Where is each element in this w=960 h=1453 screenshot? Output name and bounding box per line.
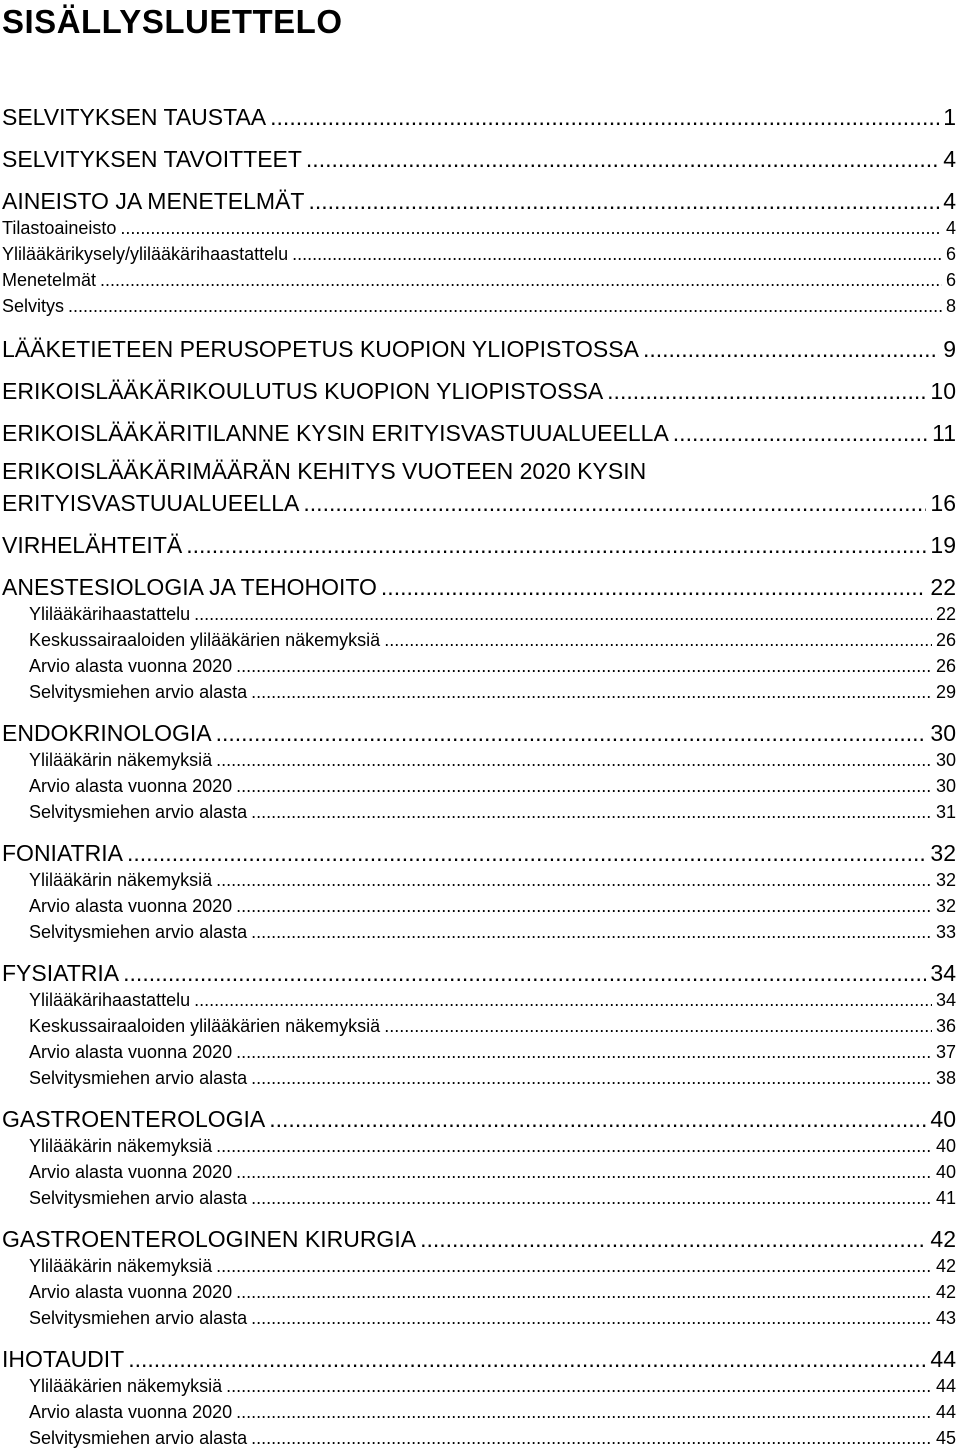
- toc-entry[interactable]: [29, 604, 956, 628]
- toc-entry[interactable]: [29, 1376, 956, 1400]
- dot-leader: [216, 1136, 932, 1157]
- toc-page-number: 32: [930, 840, 956, 866]
- toc-entry-label: Ylilääkärihaastattelu: [29, 990, 191, 1010]
- toc-entry-label: SELVITYKSEN TAVOITTEET: [2, 146, 302, 172]
- toc-entry[interactable]: [29, 656, 956, 680]
- dot-leader: [120, 218, 942, 239]
- toc-page-number: 30: [935, 776, 956, 796]
- toc-page-number: 38: [935, 1068, 956, 1088]
- toc-page-number: 10: [930, 378, 956, 404]
- dot-leader: [236, 1042, 932, 1063]
- dot-leader: [194, 990, 932, 1011]
- toc-page-number: 42: [935, 1256, 956, 1276]
- toc-entry-label: Ylilääkärihaastattelu: [29, 604, 191, 624]
- toc-entry[interactable]: [2, 1106, 956, 1136]
- toc-page-number: 4: [943, 188, 956, 214]
- toc-entry-label-line1[interactable]: ERIKOISLÄÄKÄRIMÄÄRÄN KEHITYS VUOTEEN 2020 KYSIN: [2, 458, 647, 484]
- toc-entry[interactable]: [2, 840, 956, 870]
- toc-entry[interactable]: [29, 776, 956, 800]
- toc-page-number: 32: [935, 870, 956, 890]
- dot-leader: [236, 1162, 932, 1183]
- toc-page-number: 36: [935, 1016, 956, 1036]
- toc-entry[interactable]: [2, 1346, 956, 1376]
- toc-entry-label: Ylilääkärikysely/ylilääkärihaastattelu: [2, 244, 289, 264]
- toc-entry-label: FONIATRIA: [2, 840, 123, 866]
- toc-entry[interactable]: [29, 1402, 956, 1426]
- dot-leader: [236, 1402, 932, 1423]
- toc-entry-label: Selvitysmiehen arvio alasta: [29, 1308, 248, 1328]
- toc-page-number: 43: [935, 1308, 956, 1328]
- toc-page-number: 26: [935, 656, 956, 676]
- dot-leader: [194, 604, 932, 625]
- toc-entry[interactable]: [2, 296, 956, 320]
- dot-leader: [226, 1376, 932, 1397]
- toc-entry-label: Selvitysmiehen arvio alasta: [29, 922, 248, 942]
- toc-entry-label: Menetelmät: [2, 270, 97, 290]
- toc-entry[interactable]: [2, 574, 956, 604]
- toc-entry-label: Ylilääkärin näkemyksiä: [29, 1256, 213, 1276]
- toc-page-number: 44: [935, 1402, 956, 1422]
- toc-entry-label: ANESTESIOLOGIA JA TEHOHOITO: [2, 574, 377, 600]
- toc-page-number: 40: [935, 1162, 956, 1182]
- toc-entry[interactable]: [2, 420, 956, 450]
- toc-entry[interactable]: [29, 1136, 956, 1160]
- toc-entry-label: Ylilääkärien näkemyksiä: [29, 1376, 223, 1396]
- toc-entry[interactable]: [2, 532, 956, 562]
- toc-page-number: 41: [935, 1188, 956, 1208]
- toc-page-number: 16: [930, 490, 956, 516]
- toc-entry-label: ENDOKRINOLOGIA: [2, 720, 212, 746]
- toc-entry-label: Selvitysmiehen arvio alasta: [29, 682, 248, 702]
- toc-entry[interactable]: [29, 922, 956, 946]
- dot-leader: [127, 840, 926, 867]
- toc-entry[interactable]: [2, 146, 956, 176]
- toc-page-number: 40: [935, 1136, 956, 1156]
- toc-entry[interactable]: [2, 490, 956, 520]
- dot-leader: [420, 1226, 926, 1253]
- dot-leader: [216, 720, 927, 747]
- dot-leader: [251, 1068, 932, 1089]
- dot-leader: [251, 1188, 932, 1209]
- toc-page-number: 6: [945, 270, 956, 290]
- dot-leader: [384, 630, 932, 651]
- toc-entry-label: Tilastoaineisto: [2, 218, 117, 238]
- dot-leader: [381, 574, 926, 601]
- dot-leader: [643, 336, 939, 363]
- toc-entry-label: Arvio alasta vuonna 2020: [29, 656, 233, 676]
- toc-entry[interactable]: [2, 104, 956, 134]
- toc-entry[interactable]: [29, 1308, 956, 1332]
- toc-entry[interactable]: [29, 870, 956, 894]
- toc-entry-label: Arvio alasta vuonna 2020: [29, 776, 233, 796]
- toc-entry-label: Ylilääkärin näkemyksiä: [29, 1136, 213, 1156]
- dot-leader: [236, 896, 932, 917]
- dot-leader: [673, 420, 928, 447]
- toc-entry-label: VIRHELÄHTEITÄ: [2, 532, 183, 558]
- dot-leader: [216, 870, 932, 891]
- toc-page-number: 22: [930, 574, 956, 600]
- toc-entry[interactable]: [29, 990, 956, 1014]
- toc-entry-label: Arvio alasta vuonna 2020: [29, 896, 233, 916]
- dot-leader: [270, 104, 939, 131]
- toc-entry-label: Arvio alasta vuonna 2020: [29, 1162, 233, 1182]
- dot-leader: [236, 1282, 932, 1303]
- toc-page-number: 9: [943, 336, 956, 362]
- dot-leader: [251, 802, 932, 823]
- toc-entry[interactable]: [29, 1042, 956, 1066]
- toc-page-number: 42: [930, 1226, 956, 1252]
- toc-entry[interactable]: [2, 218, 956, 242]
- toc-entry[interactable]: [2, 720, 956, 750]
- dot-leader: [303, 490, 926, 517]
- toc-page-number: 4: [943, 146, 956, 172]
- dot-leader: [607, 378, 926, 405]
- toc-entry[interactable]: [2, 270, 956, 294]
- dot-leader: [128, 1346, 926, 1373]
- dot-leader: [216, 1256, 932, 1277]
- dot-leader: [236, 656, 932, 677]
- toc-entry[interactable]: [2, 244, 956, 268]
- toc-page-number: 32: [935, 896, 956, 916]
- toc-page-number: 40: [930, 1106, 956, 1132]
- toc-entry-label: IHOTAUDIT: [2, 1346, 125, 1372]
- toc-entry-label: AINEISTO JA MENETELMÄT: [2, 188, 305, 214]
- dot-leader: [306, 146, 939, 173]
- toc-entry-label: Selvitys: [2, 296, 65, 316]
- toc-page-number: 34: [935, 990, 956, 1010]
- dot-leader: [251, 1428, 932, 1449]
- toc-page-number: 11: [932, 420, 956, 446]
- toc-page-number: 33: [935, 922, 956, 942]
- dot-leader: [269, 1106, 926, 1133]
- toc-page-number: 37: [935, 1042, 956, 1062]
- toc-entry[interactable]: [29, 1256, 956, 1280]
- dot-leader: [123, 960, 926, 987]
- toc-entry[interactable]: [29, 750, 956, 774]
- toc-entry[interactable]: [29, 1162, 956, 1186]
- toc-page-number: 4: [945, 218, 956, 238]
- toc-page-number: 42: [935, 1282, 956, 1302]
- page-title: SISÄLLYSLUETTELO: [2, 3, 343, 40]
- toc-entry[interactable]: [29, 896, 956, 920]
- toc-page-number: 22: [935, 604, 956, 624]
- toc-entry-label: FYSIATRIA: [2, 960, 120, 986]
- toc-entry[interactable]: [29, 682, 956, 706]
- toc-page-number: 29: [935, 682, 956, 702]
- toc-entry[interactable]: [29, 802, 956, 826]
- toc-entry-label: GASTROENTEROLOGIA: [2, 1106, 266, 1132]
- toc-entry[interactable]: [2, 378, 956, 408]
- toc-entry-label: Selvitysmiehen arvio alasta: [29, 1068, 248, 1088]
- toc-page-number: 26: [935, 630, 956, 650]
- toc-entry[interactable]: [29, 1068, 956, 1092]
- toc-page-number: 8: [945, 296, 956, 316]
- toc-page-number: 30: [935, 750, 956, 770]
- toc-page-number: 6: [945, 244, 956, 264]
- dot-leader: [292, 244, 942, 265]
- toc-entry[interactable]: [2, 1226, 956, 1256]
- toc-page-number: 44: [935, 1376, 956, 1396]
- toc-entry-label: GASTROENTEROLOGINEN KIRURGIA: [2, 1226, 417, 1252]
- toc-entry-label: Ylilääkärin näkemyksiä: [29, 870, 213, 890]
- dot-leader: [236, 776, 932, 797]
- toc-entry[interactable]: [29, 1428, 956, 1452]
- toc-entry-label: Selvitysmiehen arvio alasta: [29, 1188, 248, 1208]
- toc-entry[interactable]: [2, 336, 956, 366]
- toc-entry-label: Selvitysmiehen arvio alasta: [29, 802, 248, 822]
- toc-entry-label: Arvio alasta vuonna 2020: [29, 1402, 233, 1422]
- dot-leader: [100, 270, 942, 291]
- toc-page-number: 19: [930, 532, 956, 558]
- toc-page-number: 44: [930, 1346, 956, 1372]
- toc-entry-label: Keskussairaaloiden ylilääkärien näkemyksiä: [29, 1016, 381, 1036]
- toc-entry-label: Ylilääkärin näkemyksiä: [29, 750, 213, 770]
- toc-page-number: 30: [930, 720, 956, 746]
- toc-entry[interactable]: [29, 1188, 956, 1212]
- dot-leader: [251, 1308, 932, 1329]
- toc-entry-label: LÄÄKETIETEEN PERUSOPETUS KUOPION YLIOPISTOSSA: [2, 336, 639, 362]
- toc-entry[interactable]: [2, 960, 956, 990]
- toc-entry-label: ERIKOISLÄÄKÄRITILANNE KYSIN ERITYISVASTUUALUEELLA: [2, 420, 669, 446]
- toc-entry-label: ERITYISVASTUUALUEELLA: [2, 490, 300, 516]
- toc-page-number: 1: [943, 104, 956, 130]
- toc-entry[interactable]: [29, 1016, 956, 1040]
- toc-entry-label: ERIKOISLÄÄKÄRIKOULUTUS KUOPION YLIOPISTOSSA: [2, 378, 604, 404]
- dot-leader: [251, 682, 932, 703]
- toc-entry[interactable]: [2, 188, 956, 218]
- toc-page-number: 34: [930, 960, 956, 986]
- toc-page-number: 45: [935, 1428, 956, 1448]
- toc-page-number: 31: [935, 802, 956, 822]
- toc-entry[interactable]: [29, 630, 956, 654]
- dot-leader: [68, 296, 942, 317]
- toc-entry-label: Keskussairaaloiden ylilääkärien näkemyksiä: [29, 630, 381, 650]
- toc-entry-label: Arvio alasta vuonna 2020: [29, 1282, 233, 1302]
- dot-leader: [384, 1016, 932, 1037]
- dot-leader: [216, 750, 932, 771]
- toc-entry-label: SELVITYKSEN TAUSTAA: [2, 104, 267, 130]
- dot-leader: [308, 188, 939, 215]
- dot-leader: [186, 532, 926, 559]
- toc-entry-label: Selvitysmiehen arvio alasta: [29, 1428, 248, 1448]
- dot-leader: [251, 922, 932, 943]
- toc-entry[interactable]: [29, 1282, 956, 1306]
- toc-entry-label: Arvio alasta vuonna 2020: [29, 1042, 233, 1062]
